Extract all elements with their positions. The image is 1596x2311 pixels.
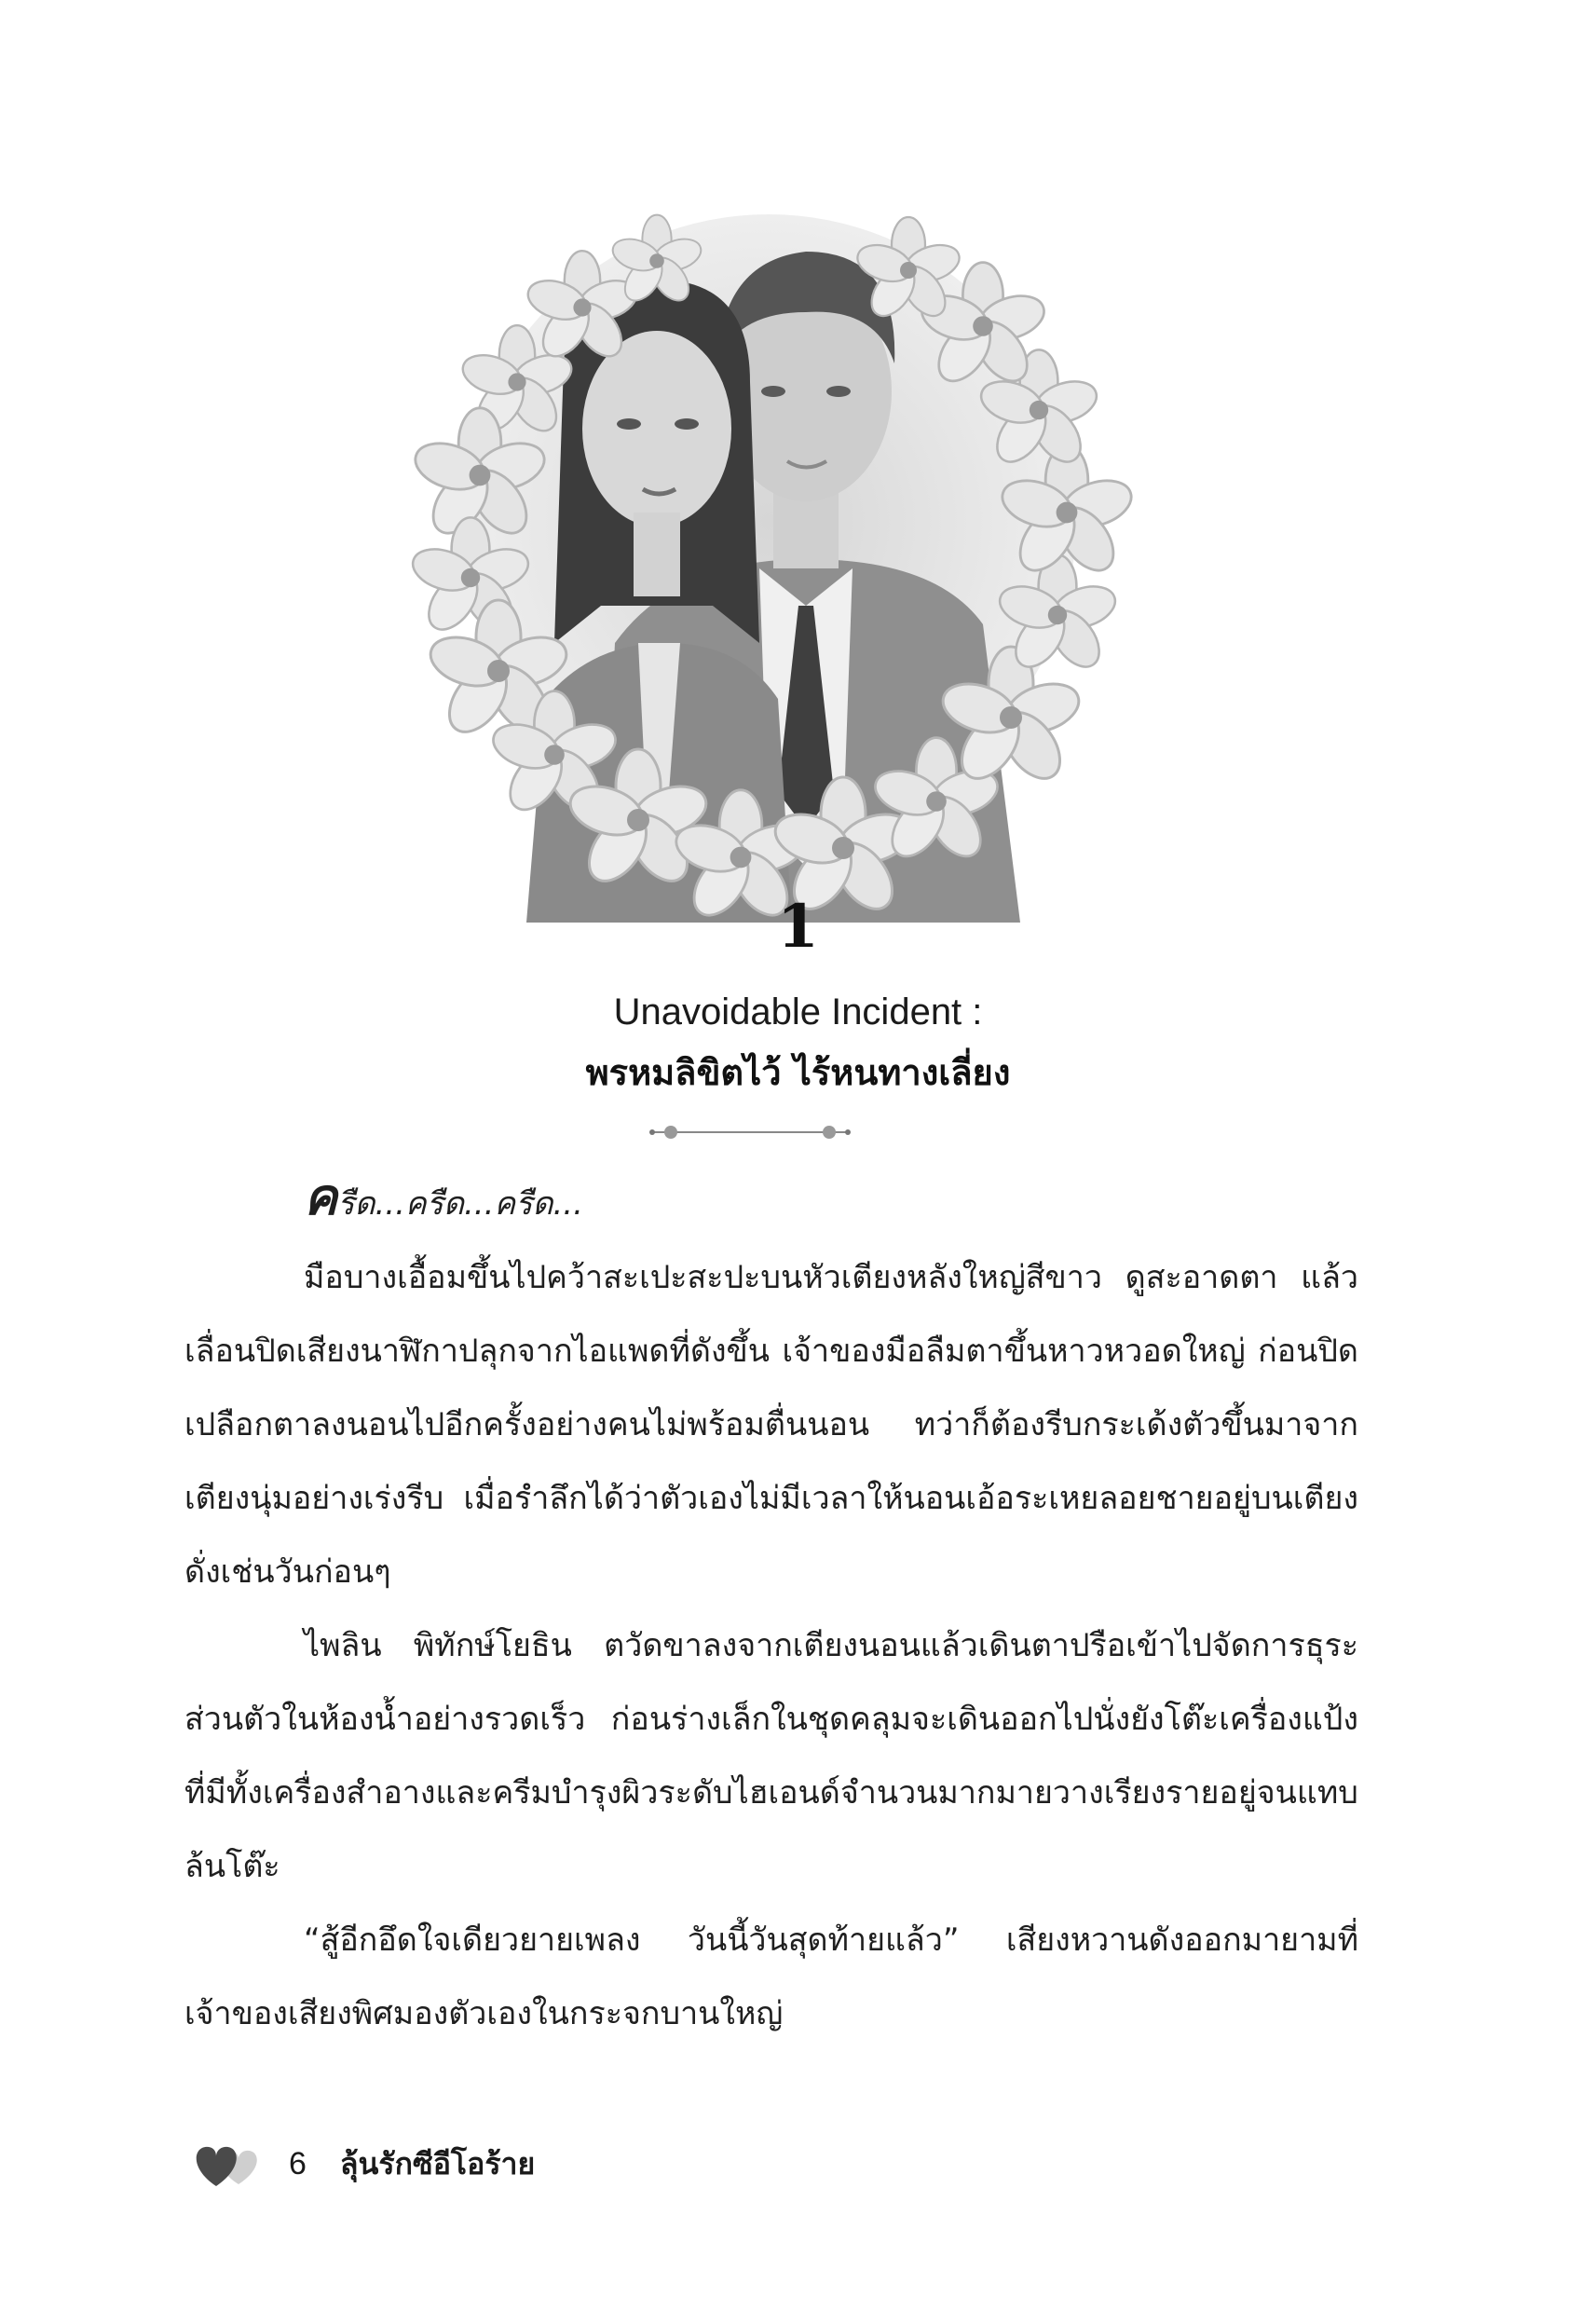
paragraph: มือบางเอื้อมขึ้นไปคว้าสะเปะสะปะบนหัวเตียงหลังใหญ่สีขาว ดูสะอาดตา แล้วเลื่อนปิดเสียงนาฬิกาปลุกจากไอแพดที่ดังขึ้น เจ้าของมือลืมตาขึ้นหาวหวอดใหญ่ ก่อนปิดเปลือกตาลงนอนไปอีกครั้งอย่างคนไม่พร้อมตื่นนอน ทว่าก็ต้องรีบกระเด้งตัวขึ้นมาจากเตียงนุ่มอย่างเร่งรีบ เมื่อรำลึกได้ว่าตัวเองไม่มีเวลาให้นอนเอ้อระเหยลอยชายอยู่บนเตียงดั่งเช่นวันก่อนๆ — [184, 1259, 1358, 1591]
chapter-title-english: Unavoidable Incident : — [613, 991, 983, 1032]
opening-line — [304, 1160, 1358, 1241]
page-number: 6 — [289, 2145, 307, 2181]
body-text — [184, 1160, 1358, 2051]
opening-onomatopoeia: รืด...ครืด...ครืด... — [337, 1185, 583, 1223]
hearts-icon — [184, 2138, 268, 2190]
chapter-title-thai: พรหมลิขิตไว้ ไร้หนทางเลี่ยง — [585, 1052, 1011, 1093]
ornamental-divider-icon — [643, 1118, 857, 1146]
drop-cap: ค — [304, 1168, 338, 1226]
running-title: ลุ้นรักซีอีโอร้าย — [339, 2145, 536, 2181]
chapter-number: 1 — [777, 892, 819, 962]
page-footer — [184, 2136, 930, 2192]
paragraph: “สู้อีกอึดใจเดียวยายเพลง วันนี้วันสุดท้ายแล้ว” เสียงหวานดังออกมายามที่เจ้าของเสียงพิศมองตัวเองในกระจกบานใหญ่ — [184, 1921, 1358, 2032]
paragraph: ไพลิน พิทักษ์โยธิน ตวัดขาลงจากเตียงนอนแล้วเดินตาปรือเข้าไปจัดการธุระส่วนตัวในห้องน้ำอย่างรวดเร็ว ก่อนร่างเล็กในชุดคลุมจะเดินออกไปนั่งยังโต๊ะเครื่องแป้งที่มีทั้งเครื่องสำอางและครีมบำรุงผิวระดับไฮเอนด์จำนวนมากมายวางเรียงรายอยู่จนแทบล้นโต๊ะ — [184, 1627, 1358, 1885]
couple-floral-wreath-illustration — [368, 121, 1169, 923]
